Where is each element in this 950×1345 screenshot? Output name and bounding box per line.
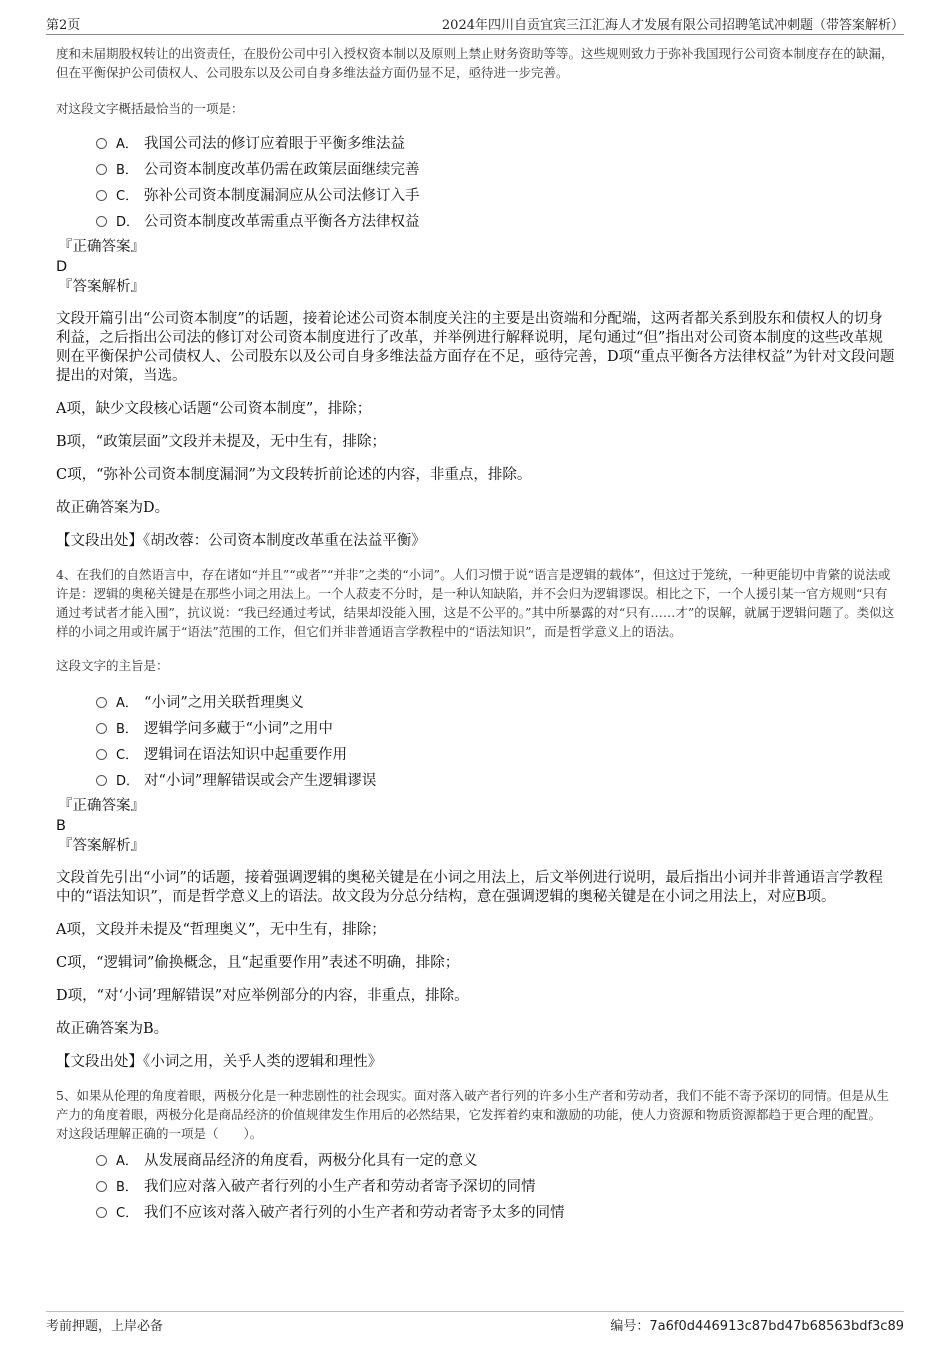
q3-option-a[interactable]: A． 我国公司法的修订应着眼于平衡多维法益 (56, 130, 896, 156)
q4-answer-label: 『正确答案』 (58, 798, 145, 814)
radio-button[interactable] (96, 1181, 107, 1192)
q3-passage-tail: 度和未届期股权转让的出资责任，在股份公司中引入授权资本制以及原则上禁止财务资助等等。这些规则致力于弥补我国现行公司资本制度存在的缺漏，但在平衡保护公司债权人、公司股东以及公司自身多维法益方面仍显不足，亟待进一步完善。 (56, 46, 894, 80)
q5-options (56, 1147, 896, 1225)
radio-button[interactable] (96, 697, 107, 708)
radio-button[interactable] (96, 216, 107, 227)
q3-analysis: 文段开篇引出“公司资本制度”的话题，接着论述公司资本制度关注的主要是出资端和分配端，这两者都关系到股东和债权人的切身利益，之后指出公司法的修订对公司资本制度进行了改革，并举例进行解释说明，尾句通过“但”指出对公司资本制度的这些改革规则在平衡保护公司债权人、公司股东以及公司自身多维法益方面存在不足，亟待完善，D项“重点平衡各方法律权益”为针对文段问题提出的对策，当选。 (56, 311, 895, 384)
q5-stem: 5、如果从伦理的角度着眼，两极分化是一种悲剧性的社会现实。面对落入破产者行列的许多小生产者和劳动者，我们不能不寄予深切的同情。但是从生产力的角度着眼，两极分化是商品经济的价值规律发生作用后的必然结果，它发挥着约束和激励的功能，使人力资源和物质资源都趋于更合理的配置。 (56, 1088, 889, 1122)
q5-option-c[interactable]: C． 我们不应该对落入破产者行列的小生产者和劳动者寄予太多的同情 (56, 1199, 896, 1225)
footer-slogan: 考前押题，上岸必备 (46, 1319, 164, 1334)
q3-conclusion: 故正确答案为D。 (56, 500, 170, 516)
document-id (610, 1315, 904, 1334)
q4-prompt: 这段文字的主旨是： (56, 658, 169, 673)
page-number: 第2页 (46, 18, 81, 33)
q4-analysis-c: C项，“逻辑词”偷换概念，且“起重要作用”表述不明确，排除； (56, 955, 460, 971)
q4-analysis-d: D项，“对‘小词’理解错误”对应举例部分的内容，非重点，排除。 (56, 988, 469, 1004)
radio-button[interactable] (96, 723, 107, 734)
q5-prompt: 对这段话理解正确的一项是（ ）。 (56, 1126, 263, 1141)
page-content (56, 44, 896, 1225)
q3-analysis-label: 『答案解析』 (58, 279, 145, 295)
document-title: 2024年四川自贡宜宾三江汇海人才发展有限公司招聘笔试冲刺题（带答案解析） (441, 18, 904, 33)
q4-option-d[interactable]: D． 对“小词”理解错误或会产生逻辑谬误 (56, 767, 896, 793)
document-id-label: 编号： (610, 1319, 650, 1334)
q4-option-b[interactable]: B． 逻辑学问多藏于“小词”之用中 (56, 715, 896, 741)
q3-analysis-a: A项，缺少文段核心话题“公司资本制度”，排除； (56, 401, 372, 417)
radio-button[interactable] (96, 138, 107, 149)
q3-analysis-c: C项，“弥补公司资本制度漏洞”为文段转折前论述的内容，非重点，排除。 (56, 467, 532, 483)
q4-options (56, 689, 896, 793)
q3-source: 【文段出处】《胡改蓉：公司资本制度改革重在法益平衡》 (56, 533, 426, 549)
q3-analysis-b: B项，“政策层面”文段并未提及，无中生有，排除； (56, 434, 386, 450)
radio-button[interactable] (96, 1207, 107, 1218)
q5-option-a[interactable]: A． 从发展商品经济的角度看，两极分化具有一定的意义 (56, 1147, 896, 1173)
q3-option-c[interactable]: C． 弥补公司资本制度漏洞应从公司法修订入手 (56, 182, 896, 208)
q3-answer-label: 『正确答案』 (58, 239, 145, 255)
q5-option-b[interactable]: B． 我们应对落入破产者行列的小生产者和劳动者寄予深切的同情 (56, 1173, 896, 1199)
radio-button[interactable] (96, 775, 107, 786)
q3-option-d[interactable]: D． 公司资本制度改革需重点平衡各方法律权益 (56, 208, 896, 234)
q3-option-b[interactable]: B． 公司资本制度改革仍需在政策层面继续完善 (56, 156, 896, 182)
q4-analysis: 文段首先引出“小词”的话题，接着强调逻辑的奥秘关键是在小词之用法上，后文举例进行说明，最后指出小词并非普通语言学教程中的“语法知识”，而是哲学意义上的语法。故文段为分总分结构，意在强调逻辑的奥秘关键是在小词之用法上，对应B项。 (56, 870, 883, 905)
q4-stem: 4、在我们的自然语言中，存在诸如“并且”“或者”“并非”之类的“小词”。人们习惯于说“语言是逻辑的载体”，但这过于笼统，一种更能切中肯綮的说法或许是：逻辑的奥秘关键是在那些小词之用法上。一个人菽麦不分时，是一种认知缺陷，并不会归为逻辑谬误。相比之下，一个人援引某一官方规则“只有通过考试者才能入围”，抗议说：“我已经通过考试，结果却没能入围，这是不公平的。”其中所暴露的对“只有……才”的误解，就属于逻辑问题了。类似这样的小词之用或许属于“语法”范围的工作，但它们并非普通语言学教程中的“语法知识”，而是哲学意义上的语法。 (56, 567, 895, 639)
document-id-value: 7a6f0d446913c87bd47b68563bdf3c89 (649, 1319, 904, 1334)
radio-button[interactable] (96, 1155, 107, 1166)
q4-analysis-a: A项，文段并未提及“哲理奥义”，无中生有，排除； (56, 922, 386, 938)
q3-prompt: 对这段文字概括最恰当的一项是： (56, 101, 244, 116)
radio-button[interactable] (96, 164, 107, 175)
radio-button[interactable] (96, 190, 107, 201)
q3-answer: D (56, 259, 68, 275)
q4-source: 【文段出处】《小词之用，关乎人类的逻辑和理性》 (56, 1054, 383, 1070)
q4-conclusion: 故正确答案为B。 (56, 1021, 169, 1037)
radio-button[interactable] (96, 749, 107, 760)
q4-analysis-label: 『答案解析』 (58, 838, 145, 854)
q4-option-c[interactable]: C． 逻辑词在语法知识中起重要作用 (56, 741, 896, 767)
q3-options (56, 130, 896, 234)
page-header (46, 14, 904, 35)
page-footer (46, 1311, 904, 1337)
q4-answer: B (56, 818, 66, 834)
q4-option-a[interactable]: A． “小词”之用关联哲理奥义 (56, 689, 896, 715)
